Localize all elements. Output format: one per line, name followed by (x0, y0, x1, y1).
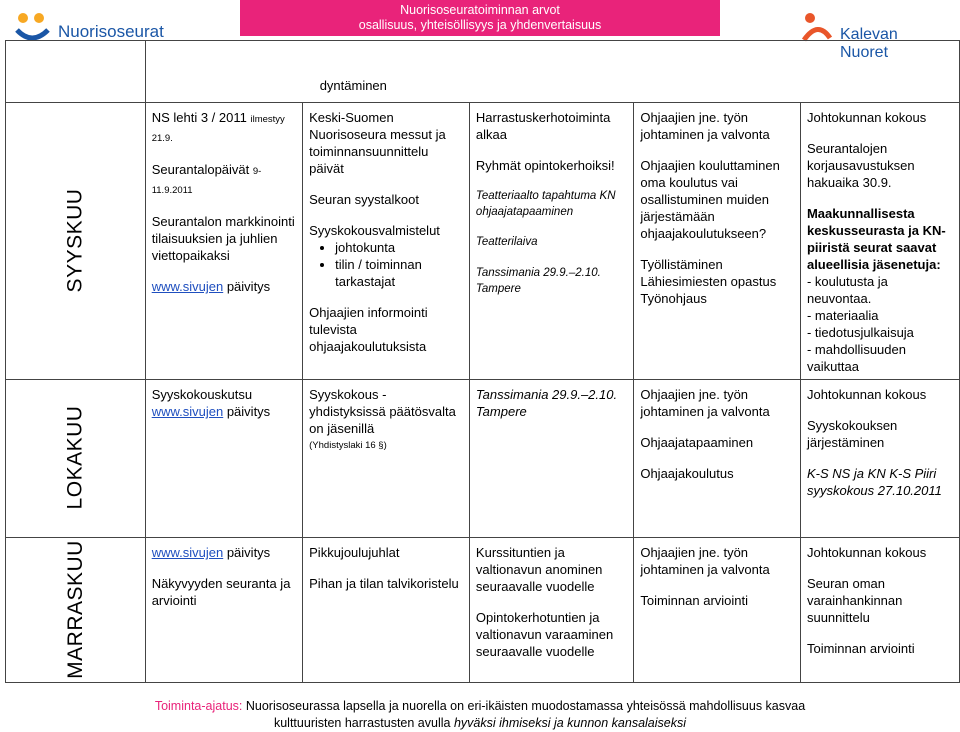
tyollistaminen-text: Työllistäminen (640, 257, 723, 272)
lokakuu-cell-5 (800, 380, 959, 538)
paivitys-text: päivitys (223, 279, 271, 294)
nakyvyys-text: Näkyvyyden seuranta ja arviointi (151, 576, 291, 608)
piiri-syyskokous-text: K-S NS ja KN K-S Piiri syyskokous 27.10.2011 (806, 466, 942, 498)
johtokunnan-kokous-text: Johtokunnan kokous (806, 545, 927, 560)
paivitys-text: päivitys (223, 404, 271, 419)
toiminnan-arviointi-text: Toiminnan arviointi (806, 641, 915, 656)
month-label-lokakuu (6, 380, 146, 538)
seurantalon-markkinointi: Seurantalon markkinointi tilaisuuksien ja juhlien viettopaikaksi (151, 214, 295, 263)
yhdistyslaki-text: (Yhdistyslaki 16 §) (309, 440, 387, 451)
top-row-text: dyntäminen (319, 78, 387, 93)
list-item: - materiaalia (806, 308, 879, 323)
syyskuu-cell-2 (303, 103, 470, 380)
syyskokousvalmistelut-text: Syyskokousvalmistelut (309, 223, 440, 238)
harrastuskerho-text: Harrastuskerhotoiminta (475, 110, 611, 125)
month-label-lokakuu-text: LOKAKUU (63, 405, 87, 510)
syyskokous-text: Syyskokous - yhdistyksissä päätösvalta on jäsenillä (309, 387, 456, 436)
kurssitunnit-text: Kurssituntien ja valtionavun anominen seuraavalle vuodelle (475, 545, 603, 594)
row-lokakuu (6, 380, 960, 538)
sivujen-link[interactable]: www.sivujen (151, 279, 224, 294)
footer-line2b: hyväksi ihmiseksi ja kunnon kansalaiseksi (453, 716, 687, 730)
header-title-line1: Nuorisoseuratoiminnan arvot (400, 3, 560, 17)
syystalkoot-text: Seuran syystalkoot (309, 192, 419, 207)
lokakuu-cell-4 (634, 380, 801, 538)
row-marraskuu (6, 538, 960, 683)
header-title-line2: osallisuus, yhteisöllisyys ja yhdenvertaisuus (358, 18, 602, 32)
messut-text: Keski-Suomen Nuorisoseura messut ja toiminnansuunnittelu päivät (309, 110, 446, 176)
opastus-text: Lähiesimiesten opastus (640, 274, 777, 289)
tanssimania-text: Tanssimania 29.9.–2.10. Tampere (475, 267, 601, 295)
valmistelut-list (309, 239, 463, 290)
varainhankinta-text: Seuran oman varainhankinnan suunnittelu (806, 576, 903, 625)
marraskuu-cell-5 (800, 538, 959, 683)
footer-accent: Toiminta-ajatus: (154, 699, 243, 713)
month-label-syyskuu-text: SYYSKUU (63, 188, 87, 292)
month-label-marraskuu (6, 538, 146, 683)
tanssimania-text: Tanssimania 29.9.–2.10. Tampere (475, 387, 618, 419)
jasenedut-text: Maakunnallisesta keskusseurasta ja KN-piiristä seurat saavat alueellisia jäsenetuja: (806, 206, 946, 272)
month-label-marraskuu-text: MARRASKUU (63, 539, 87, 679)
marraskuu-cell-3 (469, 538, 633, 683)
tyonohjaus-text: Työnohjaus (640, 291, 707, 306)
footer-line1: Nuorisoseurassa lapsella ja nuorella on eri-ikäisten muodostamassa yhteisössä mahdollisuus kasvaa (242, 699, 806, 713)
marraskuu-cell-2 (303, 538, 470, 683)
ohjaajatapaaminen-text: Ohjaajatapaaminen (640, 435, 754, 450)
row-syyskuu (6, 103, 960, 380)
syyskokouksen-jarjestaminen-text: Syyskokouksen järjestäminen (806, 418, 898, 450)
nuorisoseurat-logo-text: Nuorisoseurat (58, 22, 164, 41)
marraskuu-cell-1 (145, 538, 302, 683)
seurantalopaivat-text: Seurantalopäivät (151, 162, 250, 177)
toiminnan-arviointi-text: Toiminnan arviointi (640, 593, 749, 608)
kouluttaminen-text: Ohjaajien kouluttaminen oma koulutus vai osallistuminen muiden järjestämään ohjaajakoulutukseen? (640, 158, 780, 241)
seurantalopaivat-date: 9-11.9.2011 (151, 166, 262, 196)
list-item: • tilin / toiminnan tarkastajat (335, 256, 463, 290)
footer-line2a: kulttuuristen harrastusten avulla (273, 716, 454, 730)
top-continuation-row (6, 41, 960, 103)
ohjaajakoulutus-text: Ohjaajakoulutus (640, 466, 734, 481)
ns-lehti-date: ilmestyy 21.9. (151, 114, 285, 144)
tyon-johtaminen-text: Ohjaajien jne. työn johtaminen ja valvonta (640, 110, 770, 142)
teatterilaiva-text: Teatterilaiva (475, 236, 538, 248)
johtokunnan-kokous-text: Johtokunnan kokous (806, 110, 927, 125)
johtokunnan-kokous-text: Johtokunnan kokous (806, 387, 927, 402)
talvikoristelu-text: Pihan ja tilan talvikoristelu (309, 576, 459, 591)
lokakuu-cell-3 (469, 380, 633, 538)
lokakuu-cell-2 (303, 380, 470, 538)
ohjaajien-informointi-text: Ohjaajien informointi tulevista ohjaajakoulutuksista (309, 305, 428, 354)
annual-calendar-table (5, 40, 960, 683)
tyon-johtaminen-text: Ohjaajien jne. työn johtaminen ja valvonta (640, 545, 770, 577)
pikkujoulujuhlat-text: Pikkujoulujuhlat (309, 545, 400, 560)
footer-mission (0, 698, 960, 732)
syyskuu-cell-5 (800, 103, 959, 380)
korjausavustus-text: Seurantalojen korjausavustuksen hakuaika 30.9. (806, 141, 915, 190)
syyskuu-cell-1 (145, 103, 302, 380)
syyskuu-cell-4 (634, 103, 801, 380)
kalevan-nuoret-logo-text: Kalevan Nuoret (840, 26, 898, 61)
sivujen-link[interactable]: www.sivujen (151, 545, 224, 560)
marraskuu-cell-4 (634, 538, 801, 683)
month-label-syyskuu (6, 103, 146, 380)
sivujen-link[interactable]: www.sivujen (151, 404, 224, 419)
list-item: • johtokunta (335, 239, 463, 256)
tyon-johtaminen-text: Ohjaajien jne. työn johtaminen ja valvonta (640, 387, 770, 419)
list-item: - tiedotusjulkaisuja (806, 325, 914, 340)
opintokerhotunnit-text: Opintokerhotuntien ja valtionavun varaaminen seuraavalle vuodelle (475, 610, 614, 659)
syyskokouskutsu-text: Syyskokouskutsu (151, 387, 253, 402)
list-item: - koulutusta ja neuvontaa. (806, 274, 888, 306)
top-row-blank (6, 41, 146, 103)
top-row-cell (145, 41, 959, 103)
syyskuu-cell-3 (469, 103, 633, 380)
lokakuu-cell-1 (145, 380, 302, 538)
ryhmat-text: Ryhmät opintokerhoiksi! (475, 158, 615, 173)
alkaa-text: alkaa (475, 127, 507, 142)
teatteriaalto-text: Teatteriaalto tapahtuma KN ohjaajatapaaminen (475, 190, 616, 218)
ns-lehti-text: NS lehti 3 / 2011 (151, 110, 247, 125)
list-item: - mahdollisuuden vaikuttaa (806, 342, 906, 374)
paivitys-text: päivitys (223, 545, 271, 560)
